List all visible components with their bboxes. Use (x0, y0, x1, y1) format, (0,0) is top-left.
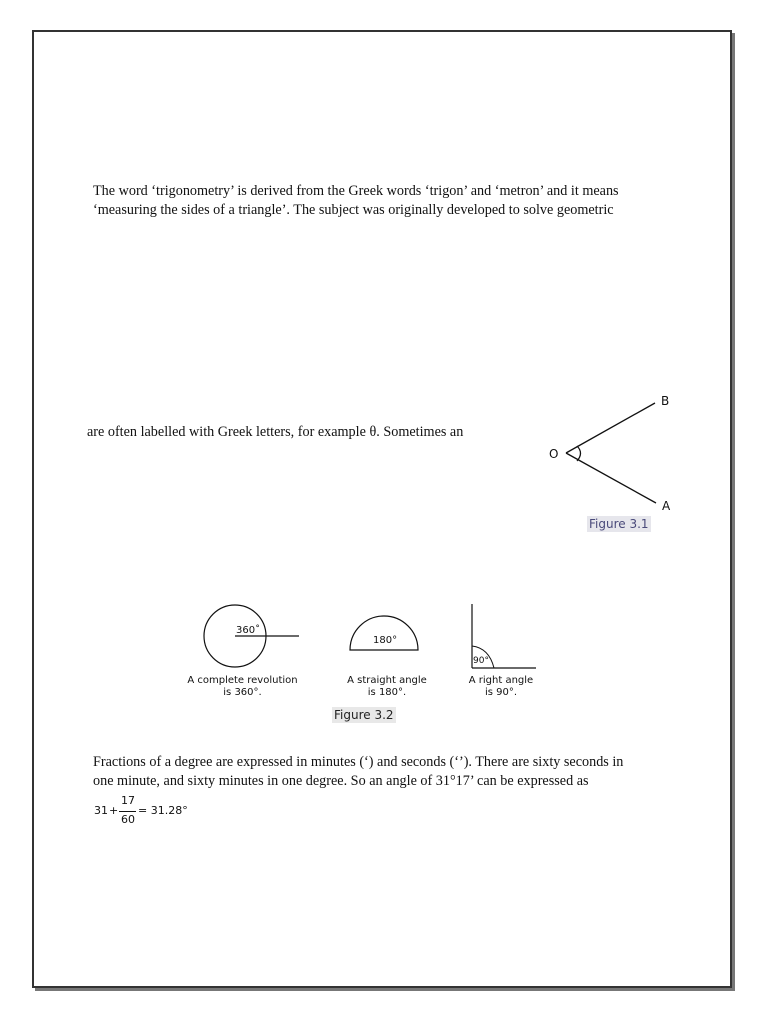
paragraph-fractions (93, 753, 623, 791)
equation-plus: + (109, 804, 119, 817)
paragraph-fractions-line-2: one minute, and sixty minutes in one degree. So an angle of 31°17’ can be expressed as (93, 773, 589, 789)
straight-angle-label: 180° (373, 635, 398, 646)
paragraph-intro (93, 182, 619, 220)
revolution-angle-label: 360˚ (236, 625, 261, 636)
figure-3-2-caption: Figure 3.2 (334, 708, 394, 722)
figure-angle-boa (540, 390, 690, 520)
equation-whole: 31 (94, 804, 108, 817)
paragraph-intro-line-1: The word ‘trigonometry’ is derived from the Greek words ‘trigon’ and ‘metron’ and it means (93, 183, 619, 199)
paragraph-angles-line-1: are often labelled with Greek letters, for example θ. Sometimes an (87, 424, 464, 440)
revolution-caption-line-2: is 360°. (223, 687, 262, 698)
label-a: A (662, 499, 671, 513)
straight-angle-caption (335, 675, 439, 699)
straight-angle-caption-line-1: A straight angle (347, 675, 427, 686)
equation-denominator: 60 (121, 813, 135, 826)
ray-ob (566, 403, 655, 453)
label-b: B (661, 394, 670, 408)
revolution-caption-line-1: A complete revolution (187, 675, 298, 686)
label-o: O (549, 447, 559, 461)
right-angle-label: 90° (473, 656, 489, 666)
fraction-bar (119, 811, 136, 812)
right-angle-caption (458, 675, 544, 699)
ray-oa (566, 453, 656, 503)
equation-result: = 31.28° (138, 804, 188, 817)
figure-3-1-caption: Figure 3.1 (589, 517, 649, 531)
equation-numerator: 17 (121, 794, 135, 807)
right-angle-caption-line-1: A right angle (468, 675, 534, 686)
revolution-caption (175, 675, 310, 699)
figure-complete-revolution (195, 600, 305, 675)
paragraph-intro-line-2: ‘measuring the sides of a triangle’. The subject was originally developed to solve geometric (93, 202, 614, 218)
figure-right-angle (465, 600, 540, 672)
figure-straight-angle (345, 614, 425, 654)
paragraph-angles (87, 423, 463, 442)
equation (94, 794, 204, 834)
paragraph-fractions-line-1: Fractions of a degree are expressed in minutes (‘) and seconds (‘’). There are sixty seconds in (93, 754, 624, 770)
right-angle-caption-line-2: is 90°. (484, 687, 518, 698)
straight-angle-caption-line-2: is 180°. (367, 687, 407, 698)
